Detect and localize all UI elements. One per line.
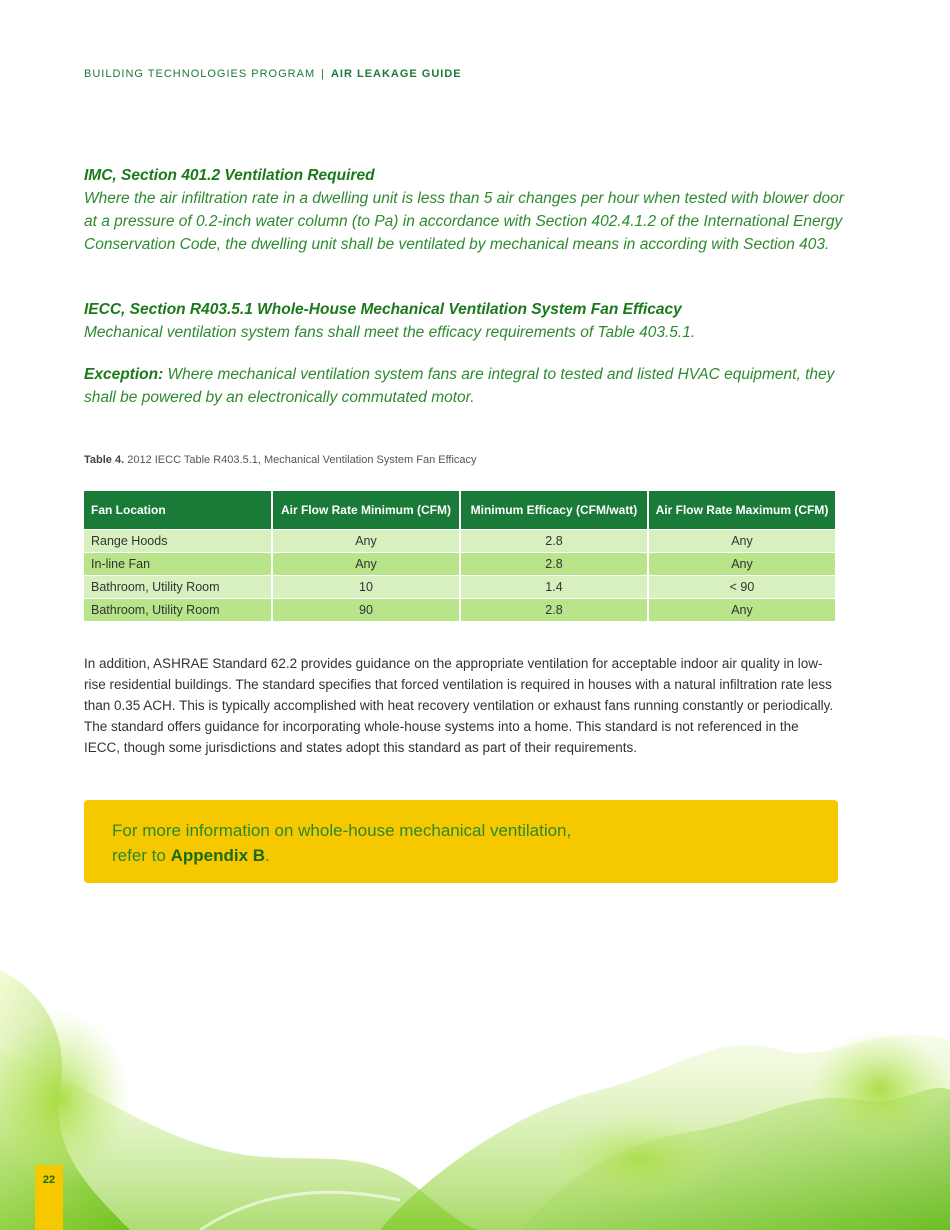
exception-section: [84, 363, 844, 409]
iecc-title: IECC, Section R403.5.1 Whole-House Mechanical Ventilation System Fan Efficacy: [84, 301, 682, 318]
cell-fan-location: Bathroom, Utility Room: [84, 576, 271, 598]
imc-title: IMC, Section 401.2 Ventilation Required: [84, 167, 375, 184]
body-paragraph: In addition, ASHRAE Standard 62.2 provides guidance on the appropriate ventilation for acceptable indoor air quality in low-rise residential buildings. The standard specifies that forced ventilation is required in houses with a natural infiltration rate less than 0.35 ACH. This is typically accomplished with heat recovery ventilation or exhaust fans running constantly or periodically. The standard offers guidance for incorporating whole-house systems into a home. This standard is not referenced in the IECC, though some jurisdictions and states adopt this standard as part of their requirements.: [84, 656, 834, 755]
cell-fan-location: Bathroom, Utility Room: [84, 599, 271, 621]
page-number: 22: [42, 1174, 56, 1186]
iecc-text: Mechanical ventilation system fans shall meet the efficacy requirements of Table 403.5.1.: [84, 324, 696, 341]
page-number-tab: [35, 1165, 63, 1230]
callout-line2-prefix: refer to: [112, 846, 171, 865]
callout-line2-suffix: .: [265, 846, 270, 865]
callout-text: [112, 818, 571, 868]
iecc-section: [84, 298, 844, 344]
header-airflow-max: Air Flow Rate Maximum (CFM): [649, 491, 835, 529]
imc-text: Where the air infiltration rate in a dwelling unit is less than 5 air changes per hour when tested with blower door at a pressure of 0.2-inch water column (to Pa) in accordance with Section 402.4.1.2 of the International Energy Conservation Code, the dwelling unit shall be ventilated by mechanical means in according with Section 403.: [84, 190, 844, 253]
table-header-row: [84, 491, 835, 529]
cell-airflow-max: Any: [649, 599, 835, 621]
smoke-center-glow: [550, 1115, 730, 1205]
cell-airflow-min: Any: [273, 530, 459, 552]
table-caption: [84, 454, 477, 466]
header-fan-location: Fan Location: [84, 491, 271, 529]
cell-min-efficacy: 2.8: [461, 530, 647, 552]
running-header: [84, 68, 462, 80]
cell-airflow-max: < 90: [649, 576, 835, 598]
header-separator: |: [321, 68, 325, 80]
cell-airflow-max: Any: [649, 530, 835, 552]
cell-fan-location: In-line Fan: [84, 553, 271, 575]
cell-airflow-max: Any: [649, 553, 835, 575]
cell-min-efficacy: 2.8: [461, 599, 647, 621]
imc-section: [84, 164, 844, 256]
table-row: [84, 530, 835, 552]
exception-label: Exception:: [84, 366, 164, 383]
header-program: BUILDING TECHNOLOGIES PROGRAM: [84, 68, 316, 80]
cell-airflow-min: 90: [273, 599, 459, 621]
table-row: [84, 553, 835, 575]
header-airflow-min: Air Flow Rate Minimum (CFM): [273, 491, 459, 529]
smoke-right-glow: [810, 1030, 950, 1150]
callout-line1: For more information on whole-house mechanical ventilation,: [112, 821, 572, 840]
cell-min-efficacy: 2.8: [461, 553, 647, 575]
table-caption-label: Table 4.: [84, 454, 125, 466]
header-min-efficacy: Minimum Efficacy (CFM/watt): [461, 491, 647, 529]
appendix-b-link[interactable]: Appendix B: [170, 846, 266, 865]
exception-text: Where mechanical ventilation system fans are integral to tested and listed HVAC equipment, they shall be powered by an electronically commutated motor.: [84, 366, 835, 406]
table-row: [84, 576, 835, 598]
cell-airflow-min: Any: [273, 553, 459, 575]
table-caption-text: 2012 IECC Table R403.5.1, Mechanical Ventilation System Fan Efficacy: [124, 454, 477, 466]
cell-fan-location: Range Hoods: [84, 530, 271, 552]
cell-min-efficacy: 1.4: [461, 576, 647, 598]
fan-efficacy-table: [82, 490, 837, 622]
green-smoke-decoration: [0, 930, 950, 1230]
header-guide-title: AIR LEAKAGE GUIDE: [330, 68, 462, 80]
cell-airflow-min: 10: [273, 576, 459, 598]
table-row: [84, 599, 835, 621]
info-callout: [84, 800, 838, 883]
